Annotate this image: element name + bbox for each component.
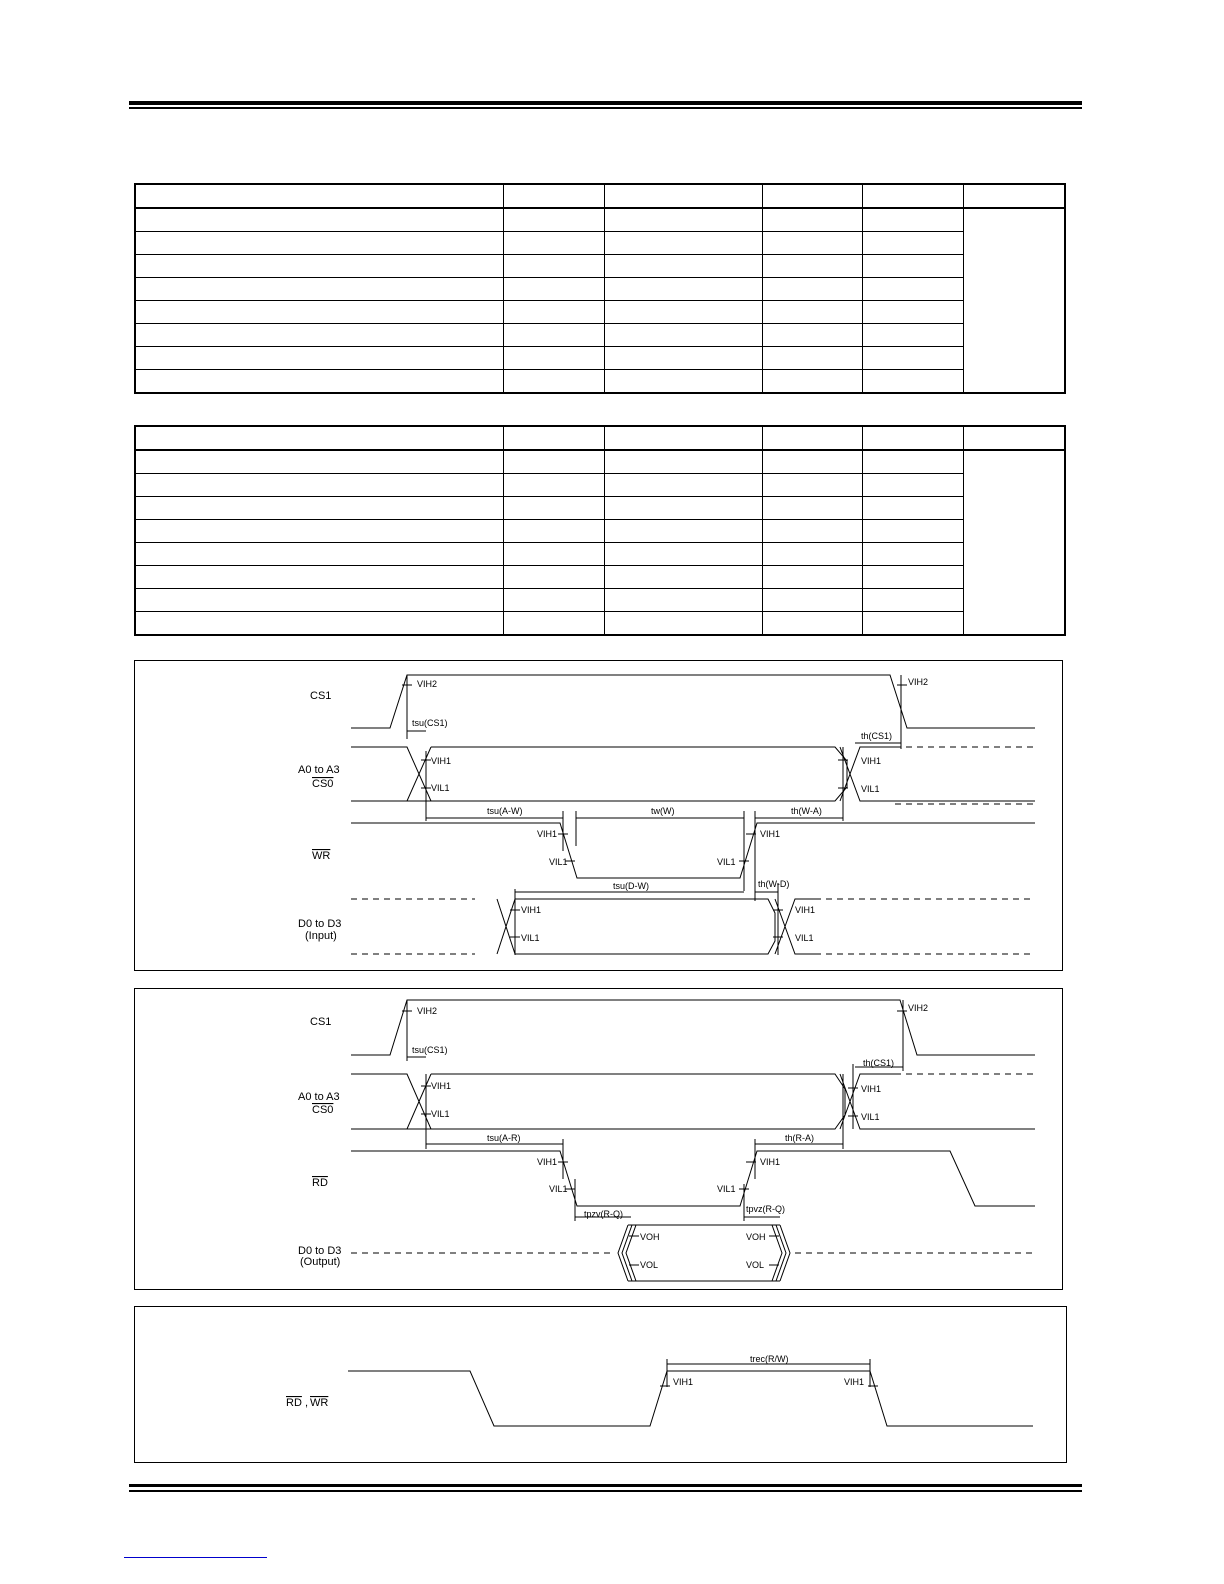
- level-voh-right: VOH: [746, 1232, 766, 1242]
- addr-bus-valid: [431, 1074, 845, 1129]
- level-vol-left: VOL: [640, 1260, 659, 1270]
- footer-rule-thick: [129, 1484, 1082, 1487]
- signal-data-label: D0 to D3: [298, 1245, 342, 1257]
- level-vih2-right: VIH2: [908, 677, 929, 687]
- level-addr-vih1-right: VIH1: [861, 756, 882, 766]
- param-tw-w: tw(W): [651, 806, 675, 816]
- read-timing-diagram: [134, 988, 1063, 1290]
- table-row: [135, 278, 1065, 301]
- table-row: [135, 450, 1065, 474]
- wr-waveform: [351, 823, 1035, 878]
- level-addr-vil1-right: VIL1: [861, 784, 880, 794]
- addr-bus-valid: [431, 747, 847, 801]
- header-rule-thick: [129, 101, 1082, 105]
- level-vol-right: VOL: [746, 1260, 765, 1270]
- param-tsu-dw: tsu(D-W): [613, 881, 649, 891]
- footer-link-underline[interactable]: [124, 1557, 267, 1558]
- table-row: [135, 543, 1065, 566]
- signal-data-dir-label: (Output): [300, 1256, 341, 1268]
- level-wr-vih1-left: VIH1: [537, 829, 558, 839]
- signal-wr-label: WR: [310, 1397, 329, 1409]
- level-wr-vil1-right: VIL1: [717, 857, 736, 867]
- param-trec: trec(R/W): [750, 1354, 789, 1364]
- table-row: [135, 370, 1065, 394]
- write-timing-svg: [135, 661, 1062, 970]
- table-row: [135, 301, 1065, 324]
- signal-sep-label: ,: [305, 1397, 309, 1409]
- param-th-ra: th(R-A): [785, 1133, 814, 1143]
- param-th-wd: th(W-D): [758, 879, 790, 889]
- dout-bus-r-inner: [772, 1225, 782, 1281]
- table-row: [135, 497, 1065, 520]
- table-row: [135, 474, 1065, 497]
- table-header-row: [135, 184, 1065, 208]
- level-vih2-left: VIH2: [417, 1006, 438, 1016]
- signal-cs1-label: CS1: [310, 1016, 332, 1028]
- cs1-waveform: [351, 1000, 1035, 1055]
- dout-bus-inner: [626, 1225, 636, 1281]
- parameter-table-2: [134, 425, 1066, 636]
- level-addr-vil1-right: VIL1: [861, 1112, 880, 1122]
- param-th-cs1: th(CS1): [861, 731, 893, 741]
- level-rd-vil1-right: VIL1: [717, 1184, 736, 1194]
- data-in-valid: [515, 899, 775, 954]
- recovery-timing-diagram: [134, 1306, 1067, 1463]
- table-row: [135, 208, 1065, 232]
- table-row: [135, 589, 1065, 612]
- read-timing-svg: [135, 989, 1062, 1289]
- addr-low: [351, 747, 431, 801]
- table-row: [135, 324, 1065, 347]
- level-vih2-right: VIH2: [908, 1003, 929, 1013]
- signal-data-dir-label: (Input): [305, 930, 337, 942]
- table-header-row: [135, 426, 1065, 450]
- rd-waveform: [351, 1151, 1035, 1206]
- signal-wr-label: WR: [312, 850, 331, 862]
- level-addr-vih1-right: VIH1: [861, 1084, 882, 1094]
- param-tsu-cs1: tsu(CS1): [412, 718, 448, 728]
- level-d-vil1-right: VIL1: [795, 933, 814, 943]
- table-row: [135, 347, 1065, 370]
- signal-data-label: D0 to D3: [298, 918, 342, 930]
- param-tpzv: tpzv(R-Q): [584, 1209, 623, 1219]
- recovery-timing-svg: [135, 1307, 1066, 1462]
- param-tsu-ar: tsu(A-R): [487, 1133, 521, 1143]
- param-tsu-cs1: tsu(CS1): [412, 1045, 448, 1055]
- level-addr-vih1-left: VIH1: [431, 756, 452, 766]
- addr-low: [351, 1074, 431, 1129]
- level-rd-vih1-left: VIH1: [537, 1157, 558, 1167]
- write-timing-diagram: [134, 660, 1063, 971]
- signal-cs0-label: CS0: [312, 778, 334, 790]
- level-d-vil1-left: VIL1: [521, 933, 540, 943]
- table-row: [135, 232, 1065, 255]
- table-row: [135, 255, 1065, 278]
- level-wr-vil1-left: VIL1: [549, 857, 568, 867]
- signal-cs0-label: CS0: [312, 1104, 334, 1116]
- param-th-wa: th(W-A): [791, 806, 822, 816]
- dout-bus-r-mid: [776, 1225, 786, 1281]
- signal-addr-label: A0 to A3: [298, 1091, 340, 1103]
- dout-bus-mid: [622, 1225, 632, 1281]
- level-addr-vil1-left: VIL1: [431, 1109, 450, 1119]
- param-th-cs1: th(CS1): [863, 1058, 895, 1068]
- level-voh-left: VOH: [640, 1232, 660, 1242]
- table-row: [135, 612, 1065, 636]
- signal-rd-label: RD: [286, 1397, 302, 1409]
- param-tpvz: tpvz(R-Q): [746, 1204, 785, 1214]
- level-vih1-left: VIH1: [673, 1377, 694, 1387]
- signal-cs1-label: CS1: [310, 690, 332, 702]
- level-addr-vih1-left: VIH1: [431, 1081, 452, 1091]
- parameter-table-1: [134, 183, 1066, 394]
- level-rd-vil1-left: VIL1: [549, 1184, 568, 1194]
- signal-rd-label: RD: [312, 1177, 328, 1189]
- table-row: [135, 566, 1065, 589]
- footer-rule-thin: [129, 1490, 1082, 1492]
- table-row: [135, 520, 1065, 543]
- cs1-waveform: [351, 675, 1035, 728]
- level-d-vih1-right: VIH1: [795, 905, 816, 915]
- signal-addr-label: A0 to A3: [298, 764, 340, 776]
- level-d-vih1-left: VIH1: [521, 905, 542, 915]
- param-tsu-aw: tsu(A-W): [487, 806, 523, 816]
- level-wr-vih1-right: VIH1: [760, 829, 781, 839]
- level-vih1-right: VIH1: [844, 1377, 865, 1387]
- level-addr-vil1-left: VIL1: [431, 783, 450, 793]
- level-vih2-left: VIH2: [417, 679, 438, 689]
- level-rd-vih1-right: VIH1: [760, 1157, 781, 1167]
- header-rule-thin: [129, 107, 1082, 109]
